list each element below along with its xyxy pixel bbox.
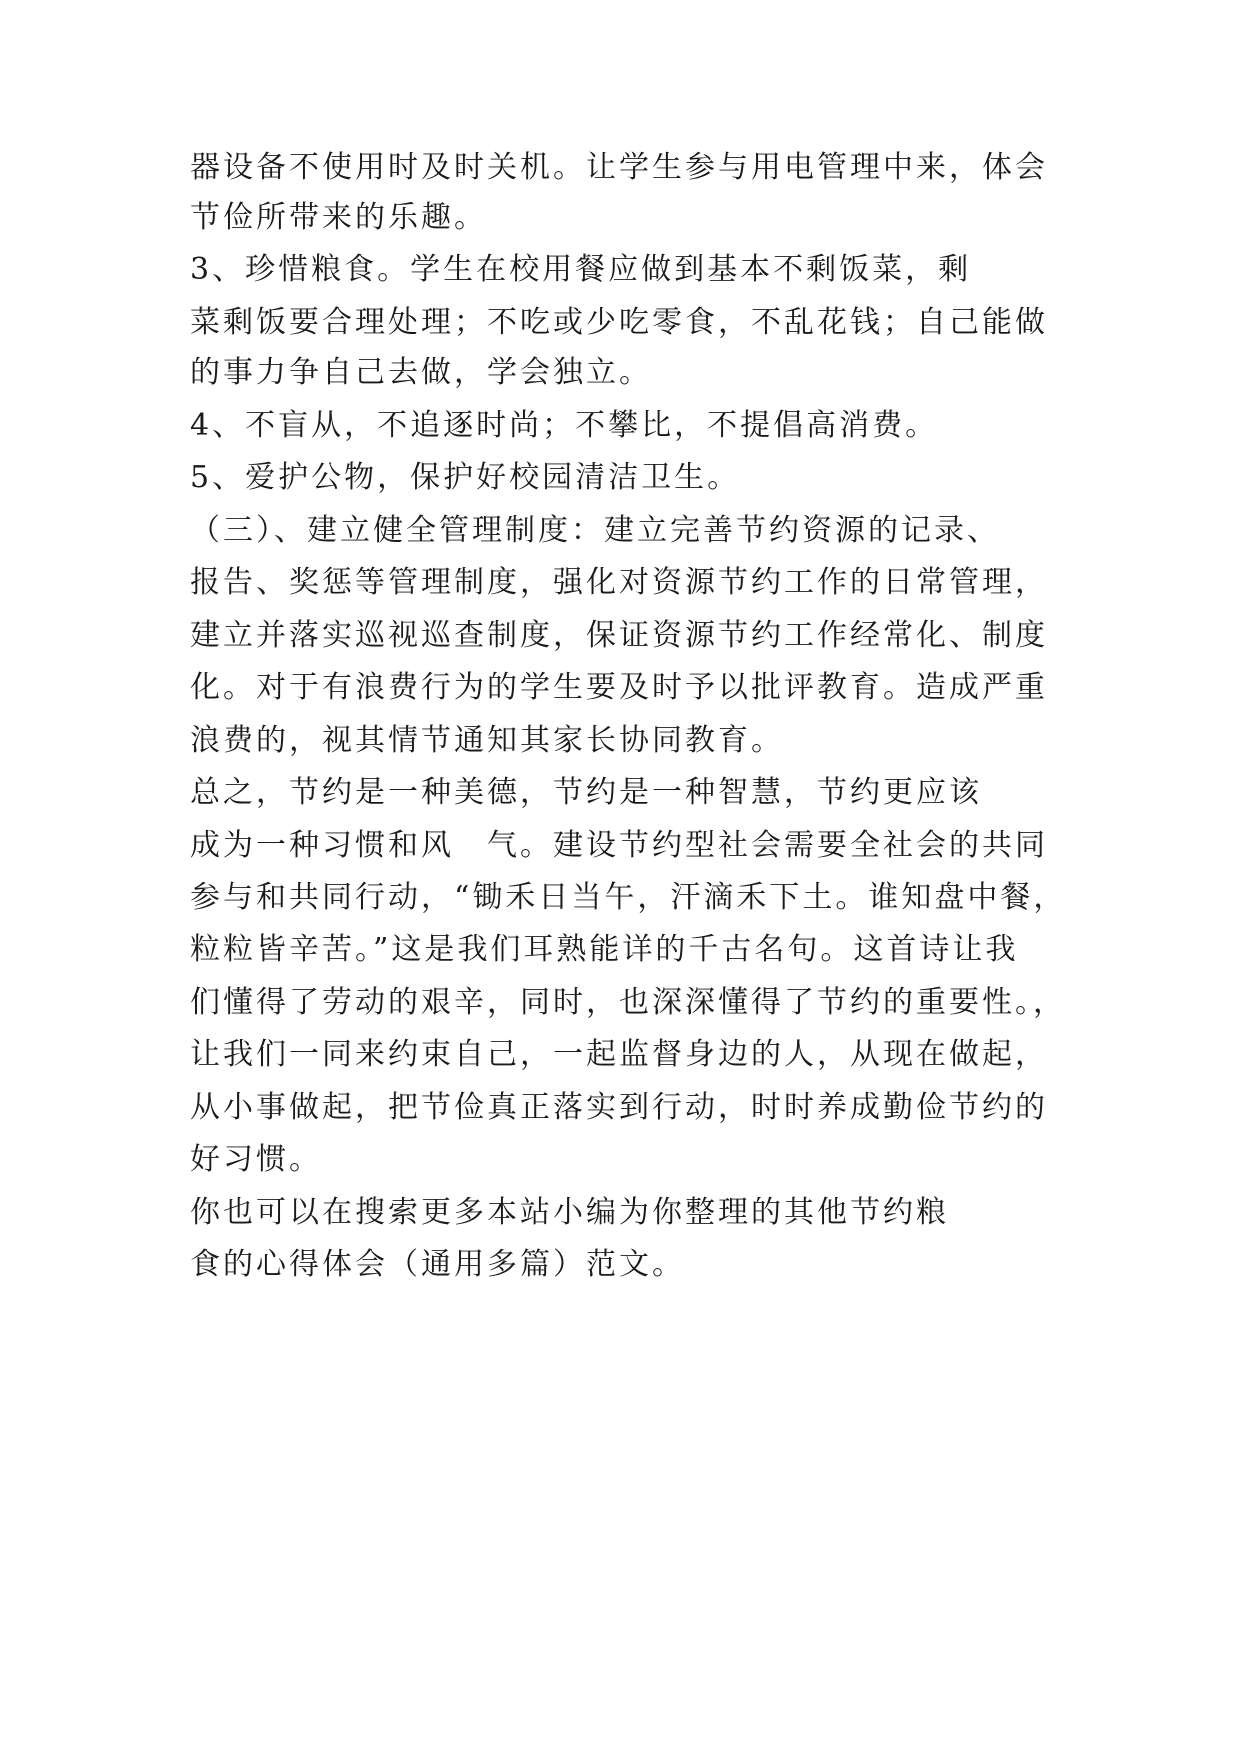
text-line: 器设备不使用时及时关机。让学生参与用电管理中来，体会 <box>190 150 1048 185</box>
text-line: 浪费的，视其情节通知其家长协同教育。 <box>190 723 784 758</box>
text-line: 好习惯。 <box>190 1142 322 1177</box>
text-line: 们懂得了劳动的艰辛，同时，也深深懂得了节约的重要性。， <box>190 985 1066 1020</box>
text-line: 建立并落实巡视巡查制度，保证资源节约工作经常化、制度 <box>190 618 1048 653</box>
text-line: 报告、奖惩等管理制度，强化对资源节约工作的日常管理， <box>190 565 1048 600</box>
text-line: 4、不盲从，不追逐时尚；不攀比，不提倡高消费。 <box>190 408 939 443</box>
text-line: 参与和共同行动，“锄禾日当午，汗滴禾下土。谁知盘中餐， <box>190 880 1067 915</box>
text-line: 食的心得体会（通用多篇）范文。 <box>190 1247 685 1282</box>
text-line: 5、爱护公物，保护好校园清洁卫生。 <box>190 460 741 495</box>
text-line: 3、珍惜粮食。学生在校用餐应做到基本不剩饭菜，剩 <box>190 252 972 287</box>
text-line: 让我们一同来约束自己，一起监督身边的人，从现在做起， <box>190 1037 1048 1072</box>
text-line: 菜剩饭要合理处理；不吃或少吃零食，不乱花钱；自己能做 <box>190 305 1048 340</box>
text-line: 化。对于有浪费行为的学生要及时予以批评教育。造成严重 <box>190 670 1048 705</box>
text-line: 的事力争自己去做，学会独立。 <box>190 355 652 390</box>
text-line: 节俭所带来的乐趣。 <box>190 200 487 235</box>
text-line: 成为一种习惯和风 气。建设节约型社会需要全社会的共同 <box>190 828 1048 863</box>
text-line: 你也可以在搜索更多本站小编为你整理的其他节约粮 <box>190 1195 949 1230</box>
text-line: 粒粒皆辛苦。”这是我们耳熟能详的千古名句。这首诗让我 <box>190 932 1019 967</box>
text-line: 从小事做起，把节俭真正落实到行动，时时养成勤俭节约的 <box>190 1090 1048 1125</box>
text-line: （三）、建立健全管理制度：建立完善节约资源的记录、 <box>190 513 1000 548</box>
text-line: 总之，节约是一种美德，节约是一种智慧，节约更应该 <box>190 775 982 810</box>
